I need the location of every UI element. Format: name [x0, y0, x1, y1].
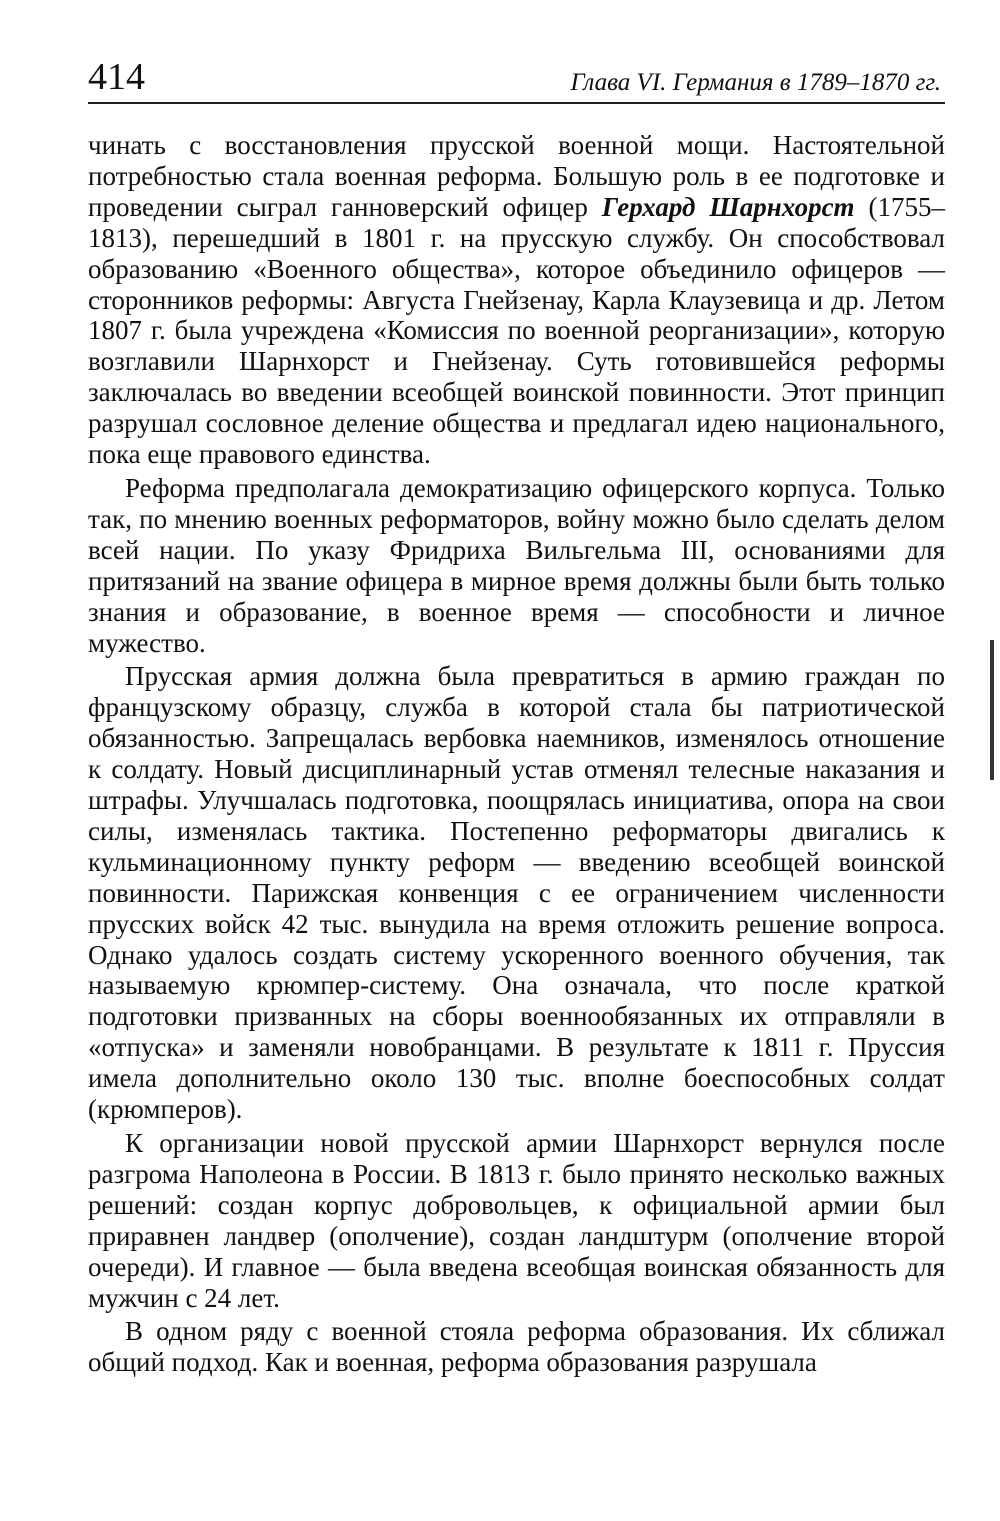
page-header — [88, 52, 945, 104]
page-number: 414 — [88, 56, 145, 98]
paragraph: Реформа предполагала демократизацию офицерского корпуса. Только так, по мнению военных реформаторов, войну можно было сделать делом всей нации. По указу Фридриха Вильгельма III, основаниями для притязаний на звание офицера в мирное время должны были быть только знания и образование, в военное время — способности и личное мужество. — [88, 472, 945, 658]
running-head: Глава VI. Германия в 1789–1870 гг. — [570, 69, 941, 96]
paragraph: К организации новой прусской армии Шарнхорст вернулся после разгрома Наполеона в России. В 1813 г. было принято несколько важных решений: создан корпус добровольцев, к официальной армии был приравнен ландвер (ополчение), создан ландштурм (ополчение второй очереди). И главное — была введена всеобщая воинская обязанность для мужчин с 24 лет. — [88, 1128, 945, 1313]
paragraph: В одном ряду с военной стояла реформа образования. Их сближал общий подход. Как и военная, реформа образования разрушала — [88, 1316, 945, 1378]
body-text — [88, 130, 945, 1378]
scan-edge-mark — [990, 640, 994, 780]
paragraph — [88, 130, 945, 470]
paragraph: Прусская армия должна была превратиться в армию граждан по французскому образцу, служба в которой стала бы патриотической обязанностью. Запрещалась вербовка наемников, изменялось отношение к солдату. Новый дисциплинарный устав отменял телесные наказания и штрафы. Улучшалась подготовка, поощрялась инициатива, опора на свои силы, изменялась тактика. Постепенно реформаторы двигались к кульминационному пункту реформ — введению всеобщей воинской повинности. Парижская конвенция с ее ограничением численности прусских войск 42 тыс. вынудила на время отложить решение вопроса. Однако удалось создать систему ускоренного военного обучения, так называемую крюмпер-систему. Она означала, что после краткой подготовки призванных на сборы военнообязанных их отправляли в «отпуска» и заменяли новобранцами. В результате к 1811 г. Пруссия имела дополнительно около 130 тыс. вполне боеспособных солдат (крюмперов). — [88, 661, 945, 1125]
paragraph-text: чинать с восстановления прусской военной мощи. Настоятельной потребностью стала военная реформа. Большую роль в ее подготовке и проведении сыграл ганноверский офицер — [88, 130, 945, 222]
paragraph-text: (1755–1813), перешедший в 1801 г. на прусскую службу. Он способствовал образованию «Военного общества», которое объединило офицеров — сторонников реформы: Августа Гнейзенау, Карла Клаузевица и др. Летом 1807 г. была учреждена «Комиссия по военной реорганизации», которую возглавили Шарнхорст и Гнейзенау. Суть готовившейся реформы заключалась во введении всеобщей воинской повинности. Этот принцип разрушал сословное деление общества и предлагал идею национального, пока еще правового единства. — [88, 191, 945, 470]
person-name-emphasis: Герхард Шарнхорст — [601, 191, 855, 222]
